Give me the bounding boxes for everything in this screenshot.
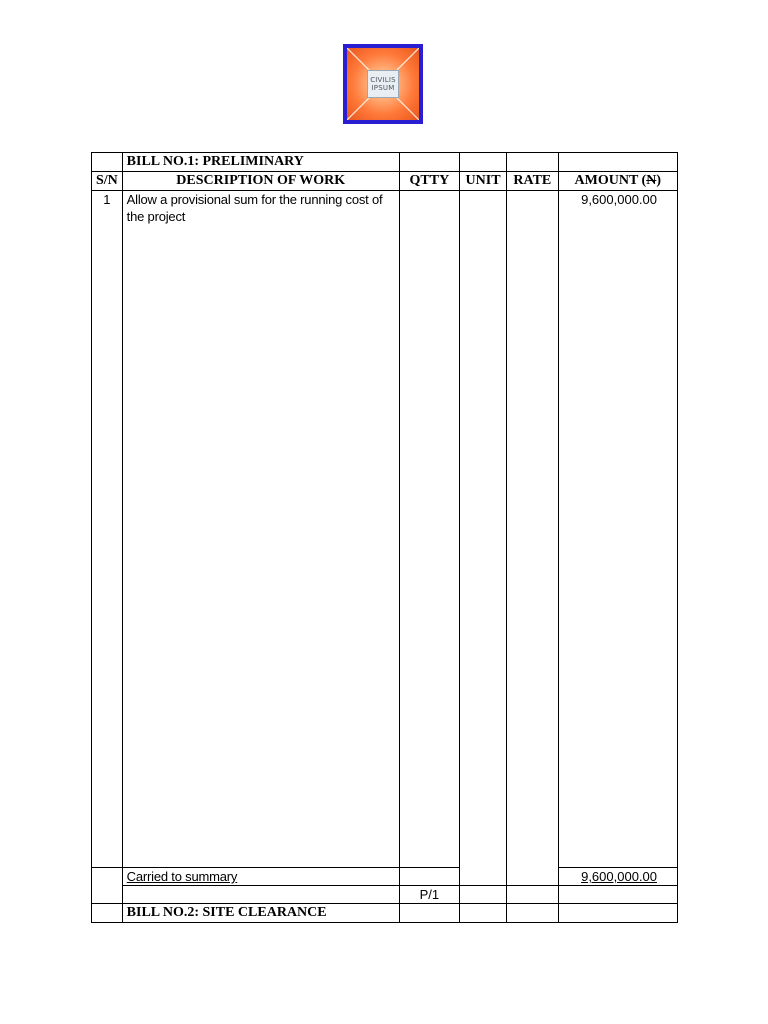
header-amount-prefix: AMOUNT ( (574, 173, 647, 188)
cell (92, 153, 123, 172)
company-logo (343, 44, 423, 124)
cell (399, 904, 459, 923)
naira-symbol: N (646, 173, 657, 188)
item-unit (460, 191, 507, 886)
header-amount (558, 172, 677, 191)
cell (558, 904, 677, 923)
carried-to-summary-label (122, 868, 399, 886)
header-description: DESCRIPTION OF WORK (122, 172, 399, 191)
header-qty: QTTY (399, 172, 459, 191)
bill-of-quantities-table (91, 152, 678, 923)
cell (507, 886, 558, 904)
cell (558, 153, 677, 172)
item-sn: 1 (92, 191, 123, 868)
cell (460, 904, 507, 923)
header-row (92, 172, 678, 191)
item-description: Allow a provisional sum for the running cost of the project (122, 191, 399, 868)
carried-row (92, 868, 678, 886)
carried-amount (558, 868, 677, 886)
item-amount: 9,600,000.00 (558, 191, 677, 868)
cell (399, 153, 459, 172)
logo-background (347, 48, 419, 120)
carried-label-text: Carried to summary (126, 869, 238, 884)
logo-text-box (367, 70, 399, 98)
cell (507, 153, 558, 172)
logo-text-line2: IPSUM (371, 84, 395, 92)
logo-text-line1: CIVILIS (370, 76, 396, 84)
bill-title-row (92, 153, 678, 172)
header-unit: UNIT (460, 172, 507, 191)
bill2-title-row (92, 904, 678, 923)
table-row (92, 191, 678, 868)
bill-title: BILL NO.1: PRELIMINARY (122, 153, 399, 172)
cell (507, 904, 558, 923)
cell (92, 904, 123, 923)
cell (460, 886, 507, 904)
cell (558, 886, 677, 904)
header-amount-suffix: ) (656, 173, 662, 188)
page-reference: P/1 (399, 886, 459, 904)
item-qty (399, 191, 459, 868)
cell (122, 886, 399, 904)
cell (460, 153, 507, 172)
header-sn: S/N (92, 172, 123, 191)
cell (399, 868, 459, 886)
carried-amount-text: 9,600,000.00 (581, 869, 657, 884)
cell (92, 868, 123, 904)
page-ref-row (92, 886, 678, 904)
header-rate: RATE (507, 172, 558, 191)
bill2-title: BILL NO.2: SITE CLEARANCE (122, 904, 399, 923)
item-rate (507, 191, 558, 886)
